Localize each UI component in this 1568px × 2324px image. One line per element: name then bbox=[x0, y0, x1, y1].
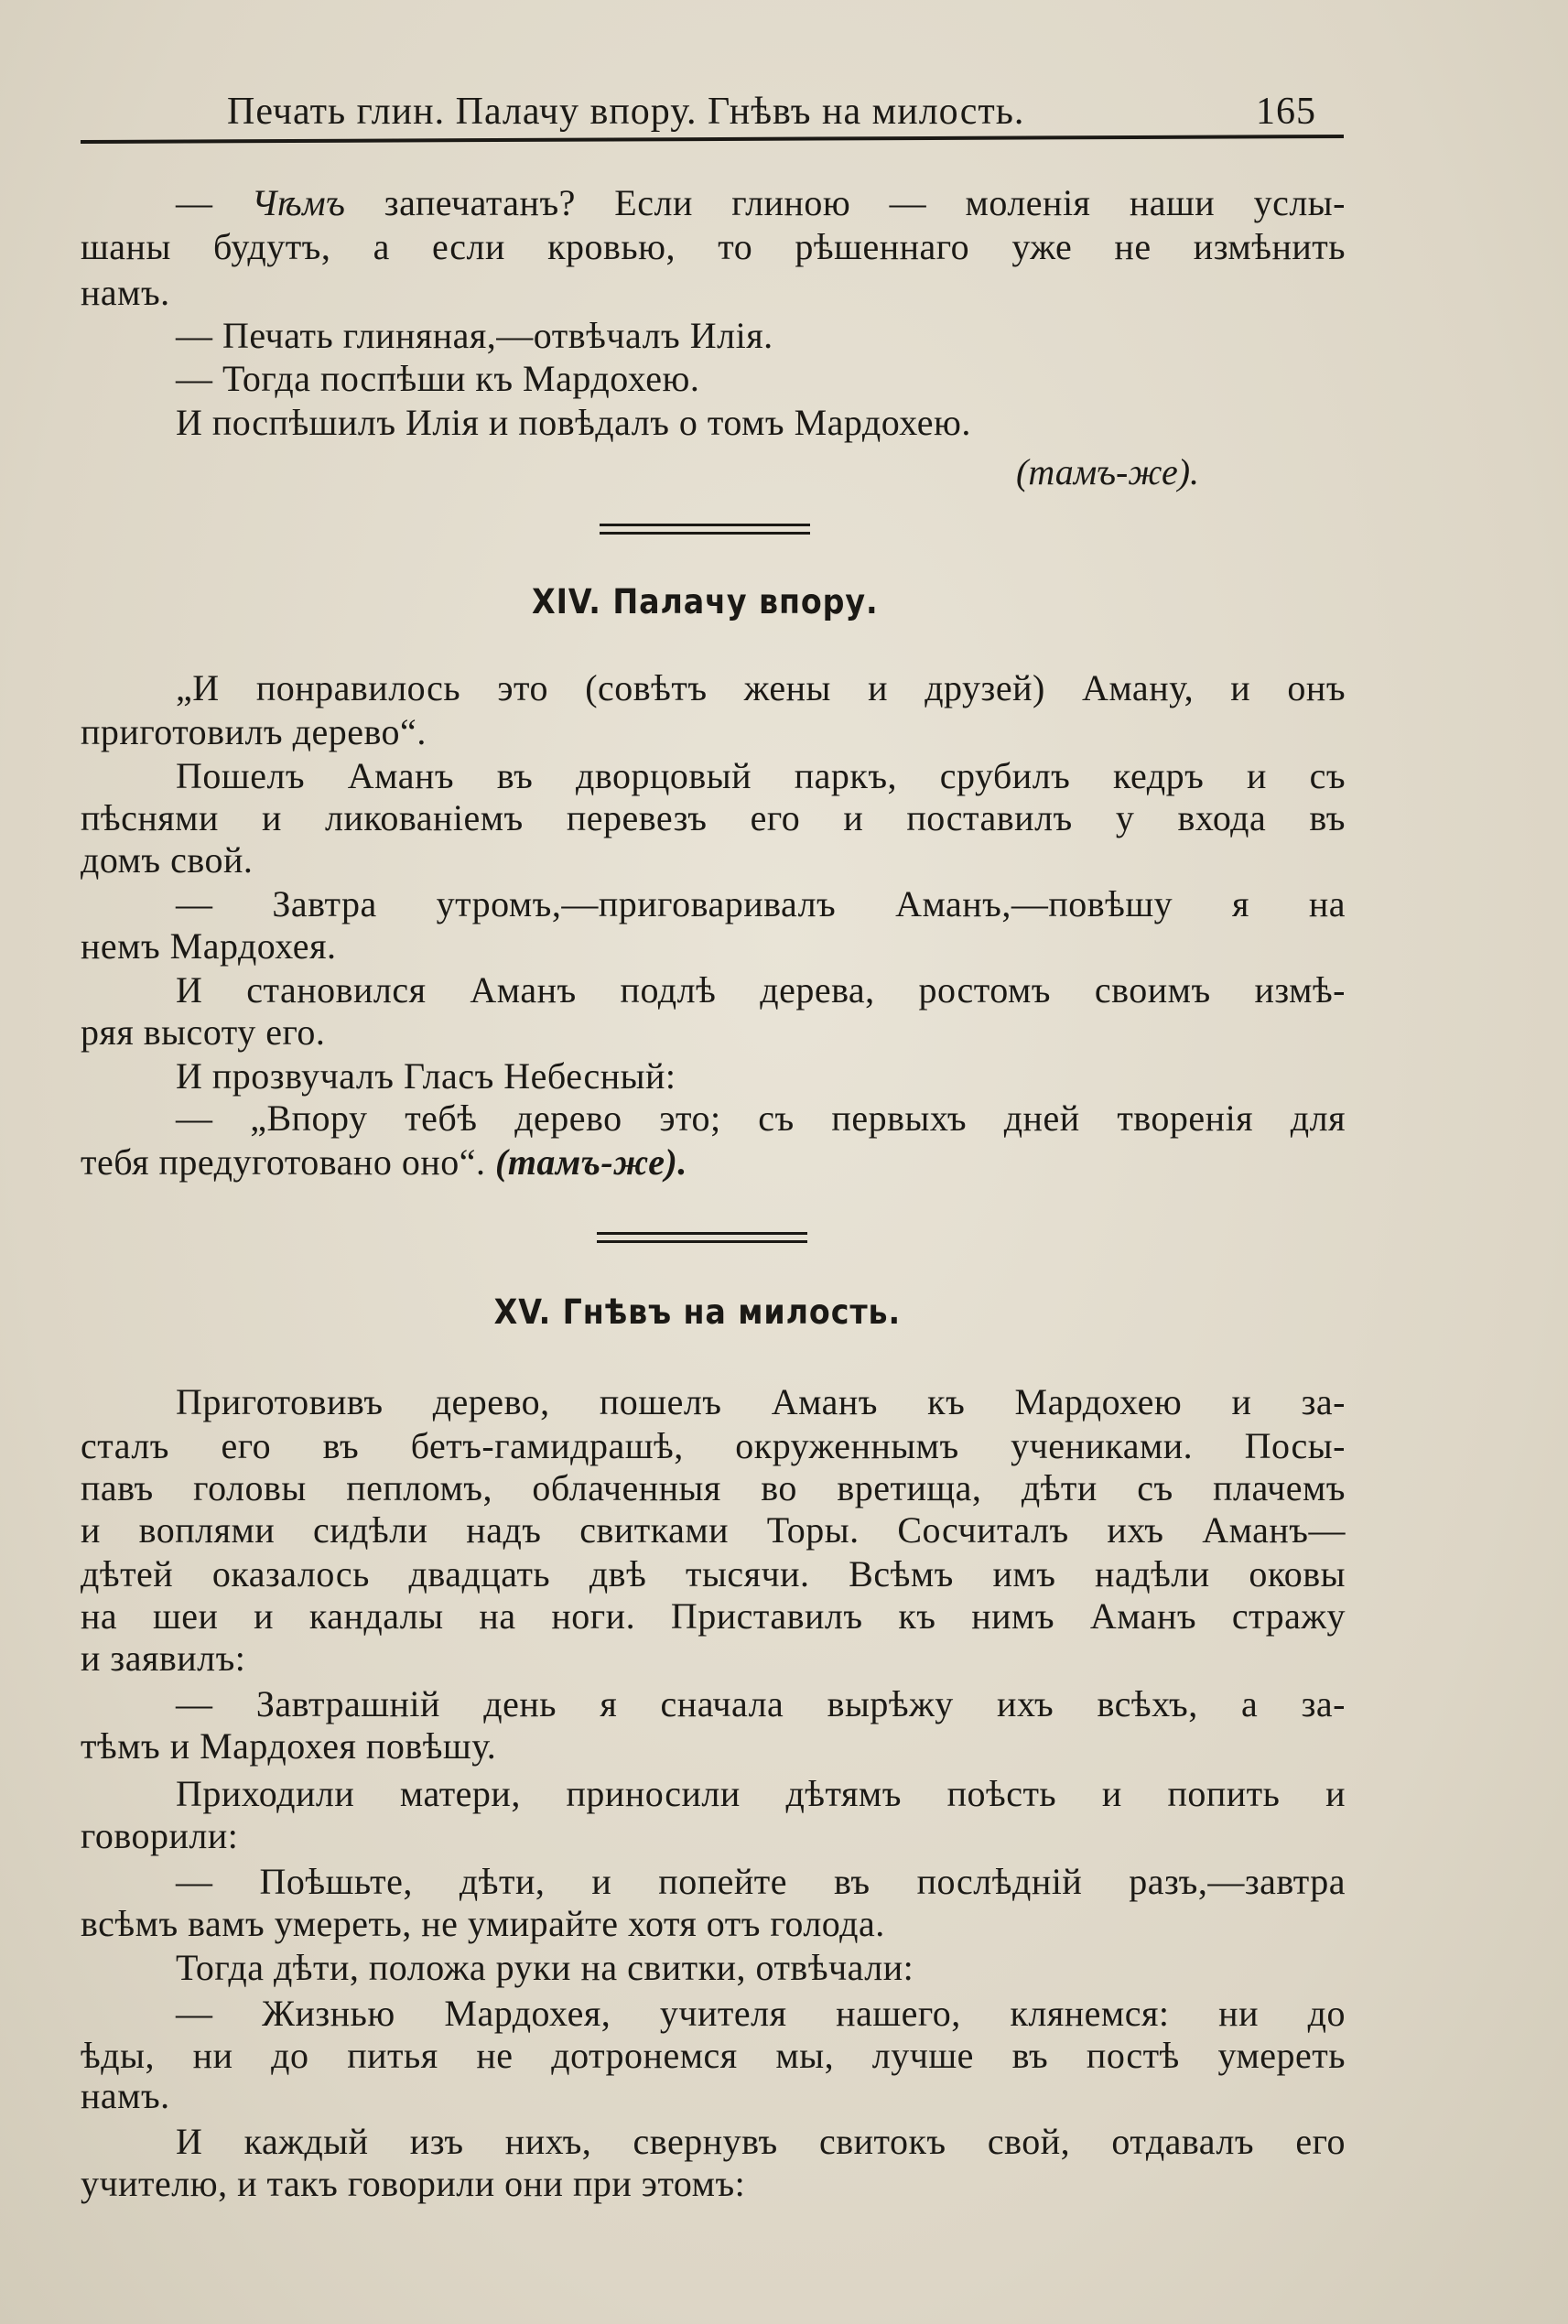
text-line: тѣмъ и Мардохея повѣшу. bbox=[81, 1725, 497, 1767]
source-reference: (тамъ-же). bbox=[495, 1141, 687, 1183]
text-line: ѣды, ни до питья не дотронемся мы, лучше въ постѣ умереть bbox=[81, 2035, 1346, 2076]
text-line: говорили: bbox=[81, 1815, 239, 1856]
text-line: приготовилъ дерево“. bbox=[81, 711, 427, 752]
text-line: всѣмъ вамъ умереть, не умирайте хотя отъ голода. bbox=[81, 1903, 885, 1944]
text-line: на шеи и кандалы на ноги. Приставилъ къ нимъ Аманъ стражу bbox=[81, 1595, 1346, 1637]
text-line: Пошелъ Аманъ въ дворцовый паркъ, срубилъ кедръ и съ bbox=[176, 755, 1346, 796]
source-reference: (тамъ-же). bbox=[1016, 451, 1200, 492]
text-line: Тогда дѣти, положа руки на свитки, отвѣчали: bbox=[176, 1947, 914, 1988]
section-title: XIV. Палачу впору. bbox=[532, 582, 879, 622]
text-line: намъ. bbox=[81, 2075, 170, 2116]
text-line: немъ Мардохея. bbox=[81, 925, 337, 967]
text-line: учителю, и такъ говорили они при этомъ: bbox=[81, 2163, 746, 2204]
text-line: Приготовивъ дерево, пошелъ Аманъ къ Мардохею и за- bbox=[176, 1381, 1346, 1422]
text-line: — Тогда поспѣши къ Мардохею. bbox=[176, 358, 700, 399]
text-line: „И понравилось это (совѣтъ жены и друзей) Аману, и онъ bbox=[176, 667, 1346, 708]
header-rule bbox=[81, 135, 1344, 144]
text-line: — Жизнью Мардохея, учителя нашего, клянемся: ни до bbox=[176, 1993, 1346, 2034]
page-number: 165 bbox=[1256, 91, 1316, 133]
text-line: и заявилъ: bbox=[81, 1638, 246, 1679]
text-line: — Завтрашній день я сначала вырѣжу ихъ всѣхъ, а за- bbox=[176, 1683, 1346, 1724]
text-line: И прозвучалъ Гласъ Небесный: bbox=[176, 1055, 676, 1097]
text-line: — Чѣмъ запечатанъ? Если глиною — моленія наши услы- bbox=[176, 182, 1346, 223]
text-line: — „Впору тебѣ дерево это; съ первыхъ дней творенія для bbox=[176, 1097, 1346, 1139]
text-line: домъ свой. bbox=[81, 839, 254, 881]
text-line: шаны будутъ, а если кровью, то рѣшеннаго уже не измѣнить bbox=[81, 226, 1346, 267]
text-line: И становился Аманъ подлѣ дерева, ростомъ своимъ измѣ- bbox=[176, 969, 1346, 1011]
text-line: пѣснями и ликованіемъ перевезъ его и поставилъ у входа въ bbox=[81, 797, 1346, 838]
text-line: ряя высоту его. bbox=[81, 1011, 326, 1053]
text-line: и воплями сидѣли надъ свитками Торы. Сосчиталъ ихъ Аманъ— bbox=[81, 1509, 1346, 1551]
running-header bbox=[227, 90, 1316, 134]
header-title: Печать глин. Палачу впору. Гнѣвъ на милость. bbox=[227, 91, 1025, 133]
text-line: павъ головы пепломъ, облаченныя во вретища, дѣти съ плачемъ bbox=[81, 1467, 1346, 1508]
text-line: тебя предуготовано оно“. (тамъ-же). bbox=[81, 1141, 687, 1183]
section-title: XV. Гнѣвъ на милость. bbox=[493, 1292, 902, 1332]
text-line: — Поѣшьте, дѣти, и попейте въ послѣдній разъ,—завтра bbox=[176, 1861, 1346, 1902]
section-separator bbox=[597, 1232, 807, 1245]
text-line: И каждый изъ нихъ, свернувъ свитокъ свой, отдавалъ его bbox=[176, 2121, 1346, 2162]
text-line: Приходили матери, приносили дѣтямъ поѣсть и попить и bbox=[176, 1773, 1346, 1814]
text-line: намъ. bbox=[81, 272, 170, 313]
text-line: сталъ его въ бетъ-гамидрашѣ, окруженнымъ учениками. Посы- bbox=[81, 1425, 1346, 1466]
text-line: — Завтра утромъ,—приговаривалъ Аманъ,—повѣшу я на bbox=[176, 883, 1346, 924]
text-line: дѣтей оказалось двадцать двѣ тысячи. Всѣмъ имъ надѣли оковы bbox=[81, 1553, 1346, 1594]
text-line: И поспѣшилъ Илія и повѣдалъ о томъ Мардохею. bbox=[176, 402, 971, 443]
text-line: — Печать глиняная,—отвѣчалъ Илія. bbox=[176, 315, 773, 356]
section-separator bbox=[600, 524, 810, 536]
